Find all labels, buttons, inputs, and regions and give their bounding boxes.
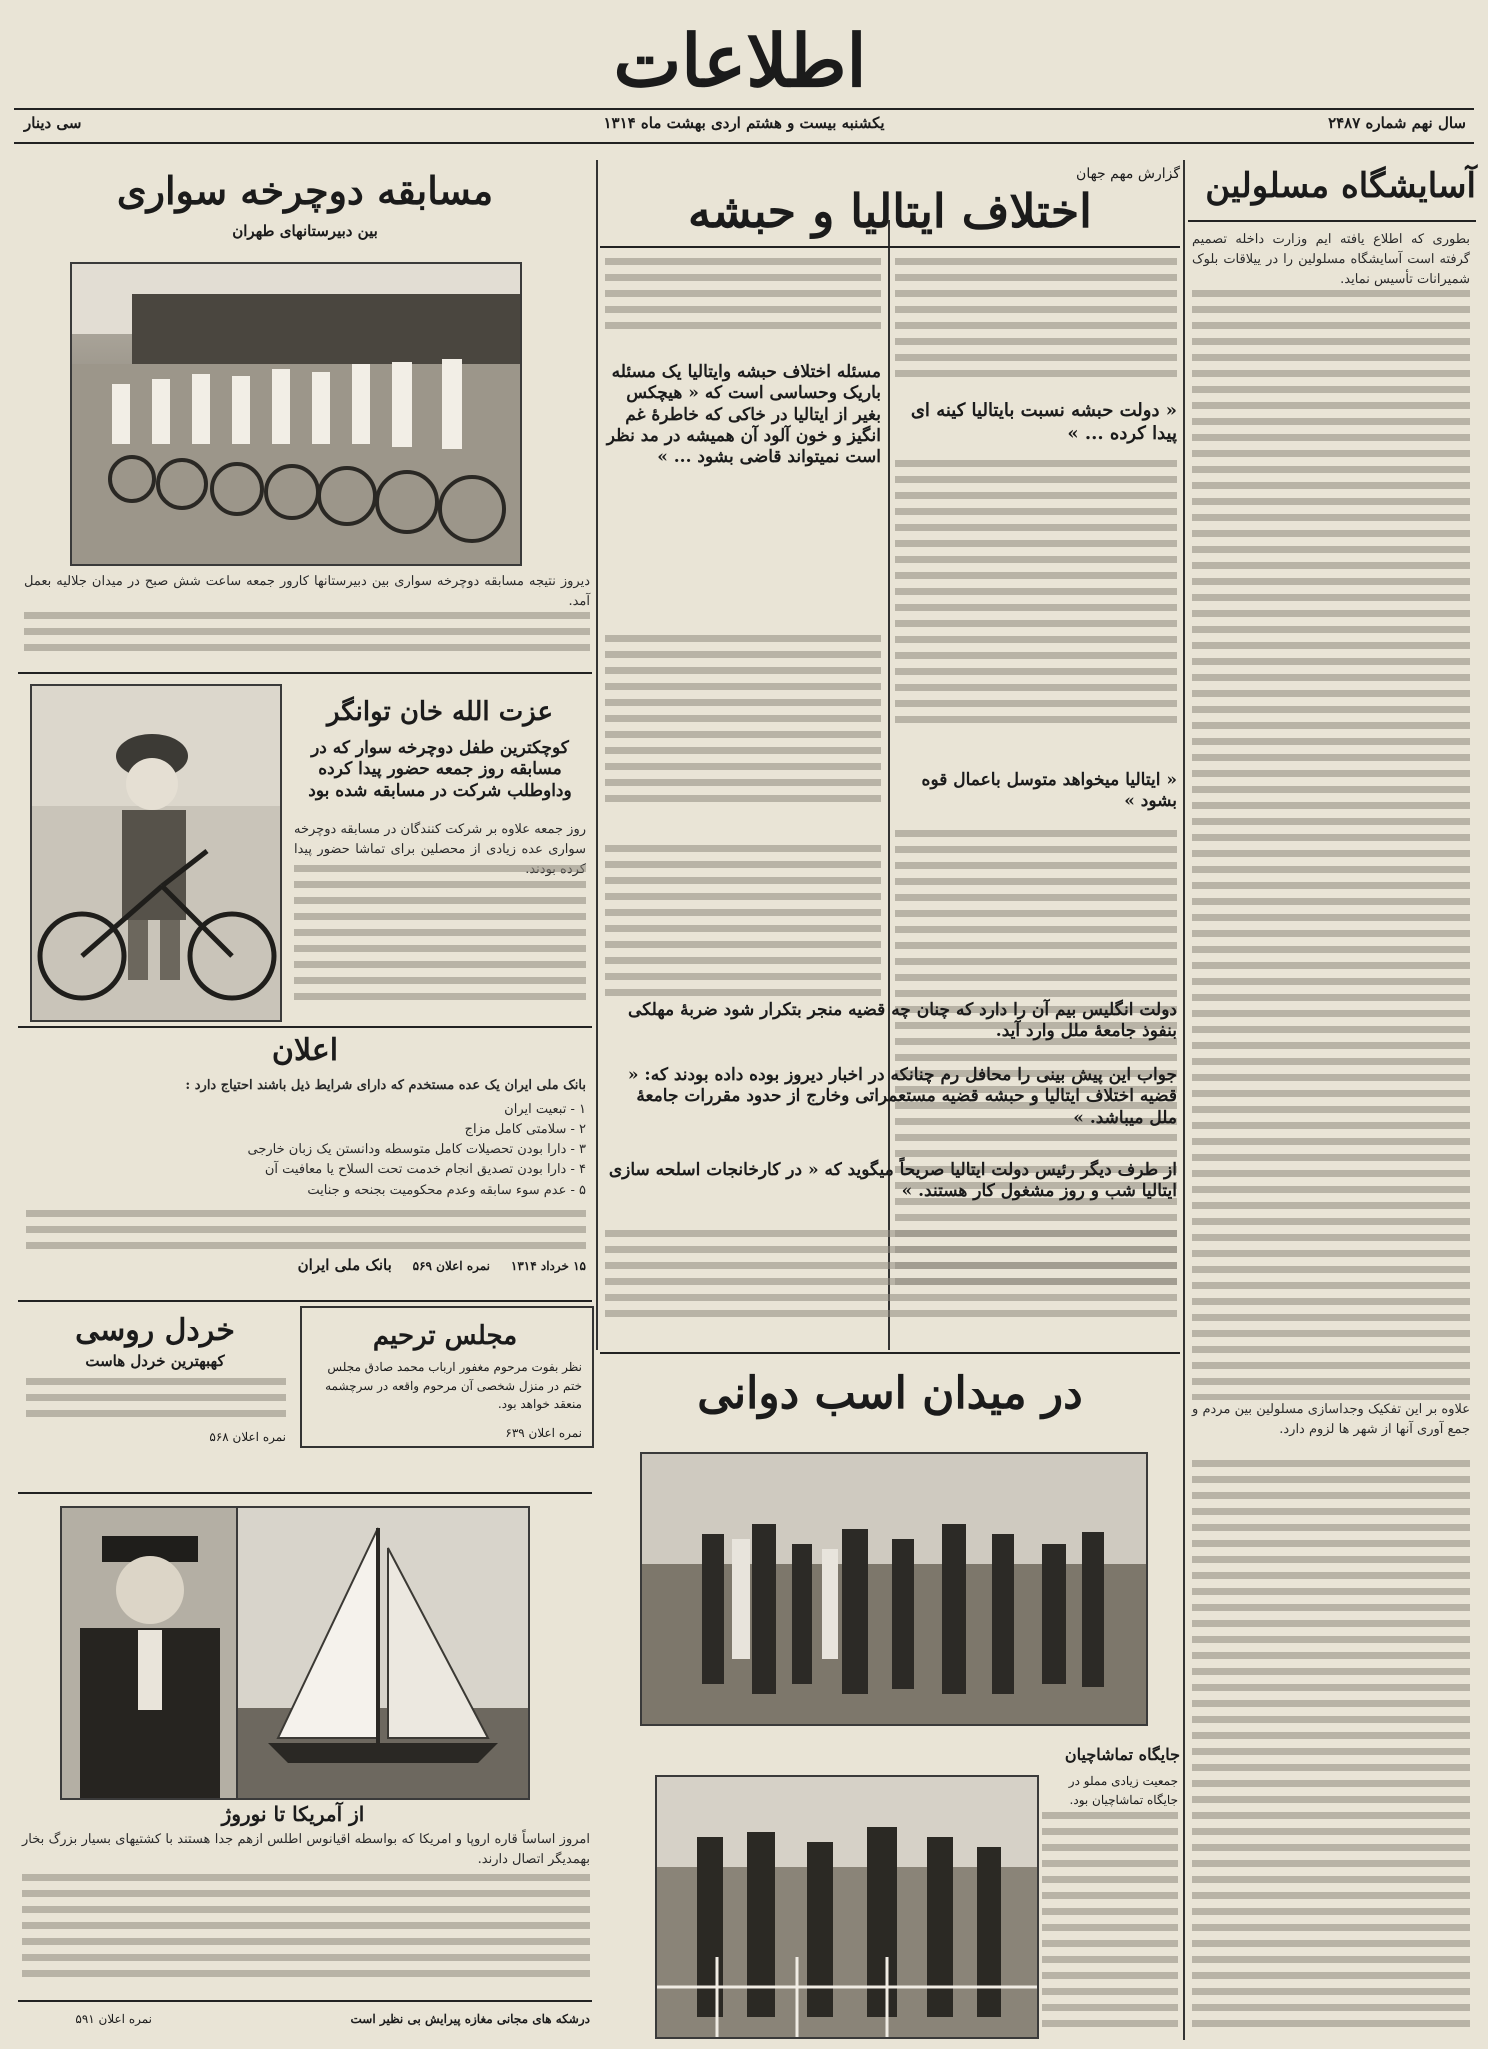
captain-photo	[60, 1506, 240, 1800]
bank-ad-conditions	[26, 1100, 586, 1201]
young-cyclist-body	[294, 865, 586, 1015]
center-headline-rule	[600, 246, 1180, 248]
small-ads-rule	[18, 1492, 592, 1494]
center-bold-1: « دولت حبشه نسبت بایتالیا کینه ای پیدا کرده ... »	[910, 400, 1177, 444]
ship-story-text: امروز اساساً قاره اروپا و امریکا که بواسطه اقیانوس اطلس ازهم جدا هستند با کشتیهای بسیار بزرگ بخار بهمدیگر اتصال دارند.	[22, 1832, 590, 1868]
bank-condition: ۲ - سلامتی کامل مزاج	[464, 1122, 586, 1138]
stand-title: جایگاه تماشاچیان	[1064, 1745, 1180, 1764]
sailboat-photo	[236, 1506, 530, 1800]
memorial-ad-title: مجلس ترحیم	[372, 1321, 518, 1351]
sanatorium-bottom-text: علاوه بر این تفکیک وجداسازی مسلولین بین مردم و جمع آوری آنها از شهر ها لزوم دارد.	[1192, 1402, 1470, 1438]
issue-number: سال نهم شماره ۲۴۸۷	[1328, 114, 1466, 132]
column-rule-left	[596, 160, 598, 1350]
bank-ad-title: اعلان	[271, 1033, 339, 1068]
center-bold-3: « ایتالیا میخواهد متوسل باعمال قوه بشود »	[921, 770, 1177, 812]
center-bold-5: جواب این پیش بینی را محافل رم چنانکه در اخبار دیروز بوده داده بودند که: « قضیه اختلاف ایتالیا و حبشه قضیه مستعمراتی وخارج از حدود مقررات جامعهٔ ملل میباشد. »	[627, 1065, 1177, 1128]
bank-ad-rule	[18, 1300, 592, 1302]
column-rule-right	[1183, 160, 1185, 2040]
center-left-text-2	[605, 635, 881, 835]
young-cyclist-headline: عزت الله خان توانگر	[326, 697, 554, 727]
sanatorium-bottom-body	[1192, 1460, 1470, 2030]
bicycle-race-photo	[70, 262, 522, 566]
masthead-title: اطلاعات	[613, 18, 867, 103]
young-cyclist-photo	[30, 684, 282, 1022]
issue-date: یکشنبه بیست و هشتم اردی بهشت ماه ۱۳۱۴	[603, 114, 885, 132]
dateline-rule	[14, 142, 1474, 144]
bank-condition: ۵ - عدم سوء سابقه وعدم محکومیت بجنحه و جنایت	[307, 1182, 586, 1198]
memorial-ad-notice: نمره اعلان ۶۳۹	[505, 1426, 582, 1440]
memorial-ad-text: نظر بفوت مرحوم مغفور ارباب محمد صادق مجلس ختم در منزل شخصی آن مرحوم واقعه در سرچشمه منعقد خواهد بود.	[325, 1360, 582, 1412]
italy-ethiopia-headline: اختلاف ایتالیا و حبشه	[688, 184, 1092, 238]
center-bold-6: از طرف دیگر رئیس دولت ایتالیا صریحاً میگوید که « در کارخانجات اسلحه سازی ایتالیا شب و روز مشغول کار هستند. »	[608, 1160, 1177, 1202]
bank-ad-footer	[26, 1254, 586, 1277]
ship-story-headline: از آمریکا تا نوروژ	[221, 1802, 365, 1826]
bank-condition: ۴ - دارا بودن تصدیق انجام خدمت تحت السلاح یا معافیت آن	[264, 1162, 586, 1178]
footer-ad-notice: نمره اعلان ۵۹۱	[75, 2012, 152, 2026]
top-rule	[14, 108, 1474, 110]
mustard-ad-sub: کهبهترین خردل هاست	[85, 1352, 225, 1370]
horse-race-top-rule	[600, 1352, 1180, 1354]
footer-ad-text: درشکه های مجانی مغازه پیرایش بی نظیر است	[350, 2012, 590, 2026]
sanatorium-body-text	[1192, 290, 1470, 1400]
sanatorium-rule	[1188, 220, 1476, 222]
center-bold-2: مسئله اختلاف حبشه وایتالیا یک مسئله باریک وحساسی است که « هیچکس بغیر از ایتالیا در خاکی که خاطرهٔ غم انگیز و خون آلود آن همیشه در مد نظر است نمیتواند قاضی بشود ... »	[606, 362, 881, 467]
bank-ad-notice-no: نمره اعلان ۵۶۹	[412, 1259, 491, 1273]
mustard-ad-body	[26, 1378, 286, 1428]
center-kicker: گزارش مهم جهان	[1076, 166, 1180, 182]
bank-ad-intro: بانک ملی ایران یک عده مستخدم که دارای شرایط ذیل باشند احتیاج دارد :	[185, 1078, 586, 1093]
ship-story-rule	[18, 2000, 592, 2002]
spectator-stand-photo	[655, 1775, 1039, 2039]
horse-race-photo	[640, 1452, 1148, 1726]
bank-ad-date: ۱۵ خرداد ۱۳۱۴	[510, 1259, 586, 1273]
center-bold-4: دولت انگلیس بیم آن را دارد که چنان چه قضیه منجر بتکرار شود ضربهٔ مهلکی بنفوذ جامعهٔ ملل وارد آید.	[628, 1000, 1177, 1042]
bicycle-race-caption-body	[24, 612, 590, 662]
stand-body-text	[1042, 1812, 1178, 2032]
stand-text: جمعیت زیادی مملو در جایگاه تماشاچیان بود.	[1068, 1774, 1178, 1807]
bicycle-race-subhead: بین دبیرستانهای طهران	[232, 222, 378, 240]
mustard-ad-notice: نمره اعلان ۵۶۸	[209, 1430, 286, 1444]
bank-condition: ۳ - دارا بودن تحصیلات کامل متوسطه ودانستن یک زبان خارجی	[247, 1142, 586, 1158]
center-left-text-1	[605, 258, 881, 358]
bicycle-race-caption: دیروز نتیجه مسابقه دوچرخه سواری بین دبیرستانها کارور جمعه ساعت شش صبح در میدان جلالیه بعمل آمد.	[24, 574, 590, 610]
bank-ad-signature: بانک ملی ایران	[297, 1256, 392, 1274]
bicycle-race-headline: مسابقه دوچرخه سواری	[116, 168, 494, 213]
young-cyclist-text: روز جمعه علاوه بر شرکت کنندگان در مسابقه دوچرخه سواری عده زیادی از محصلین برای تماشا حضور پیدا	[294, 822, 586, 858]
bicycle-race-rule	[18, 672, 592, 674]
center-bottom-text	[605, 1230, 1177, 1345]
young-cyclist-rule	[18, 1026, 592, 1028]
center-right-text-1	[895, 258, 1177, 393]
bank-ad-body	[26, 1210, 586, 1250]
sanatorium-lead: بطوری که اطلاع یافته ایم وزارت داخله تصمیم گرفته است آسایشگاه مسلولین را در ییلاقات بلوک شمیرانات تأسیس نماید.	[1192, 232, 1470, 288]
bank-condition: ۱ - تبعیت ایران	[504, 1102, 586, 1117]
ship-story-body	[22, 1874, 590, 1994]
center-right-text-2	[895, 460, 1177, 760]
horse-race-headline: در میدان اسب دوانی	[697, 1368, 1083, 1419]
young-cyclist-subhead: کوچکترین طفل دوچرخه سوار که در مسابقه روز جمعه حضور پیدا کرده وداوطلب شرکت در مسابقه شده بود	[308, 738, 572, 801]
sanatorium-headline: آسایشگاه مسلولین	[1205, 166, 1476, 206]
price: سی دینار	[24, 114, 82, 132]
mustard-ad-title: خردل روسی	[75, 1313, 235, 1348]
